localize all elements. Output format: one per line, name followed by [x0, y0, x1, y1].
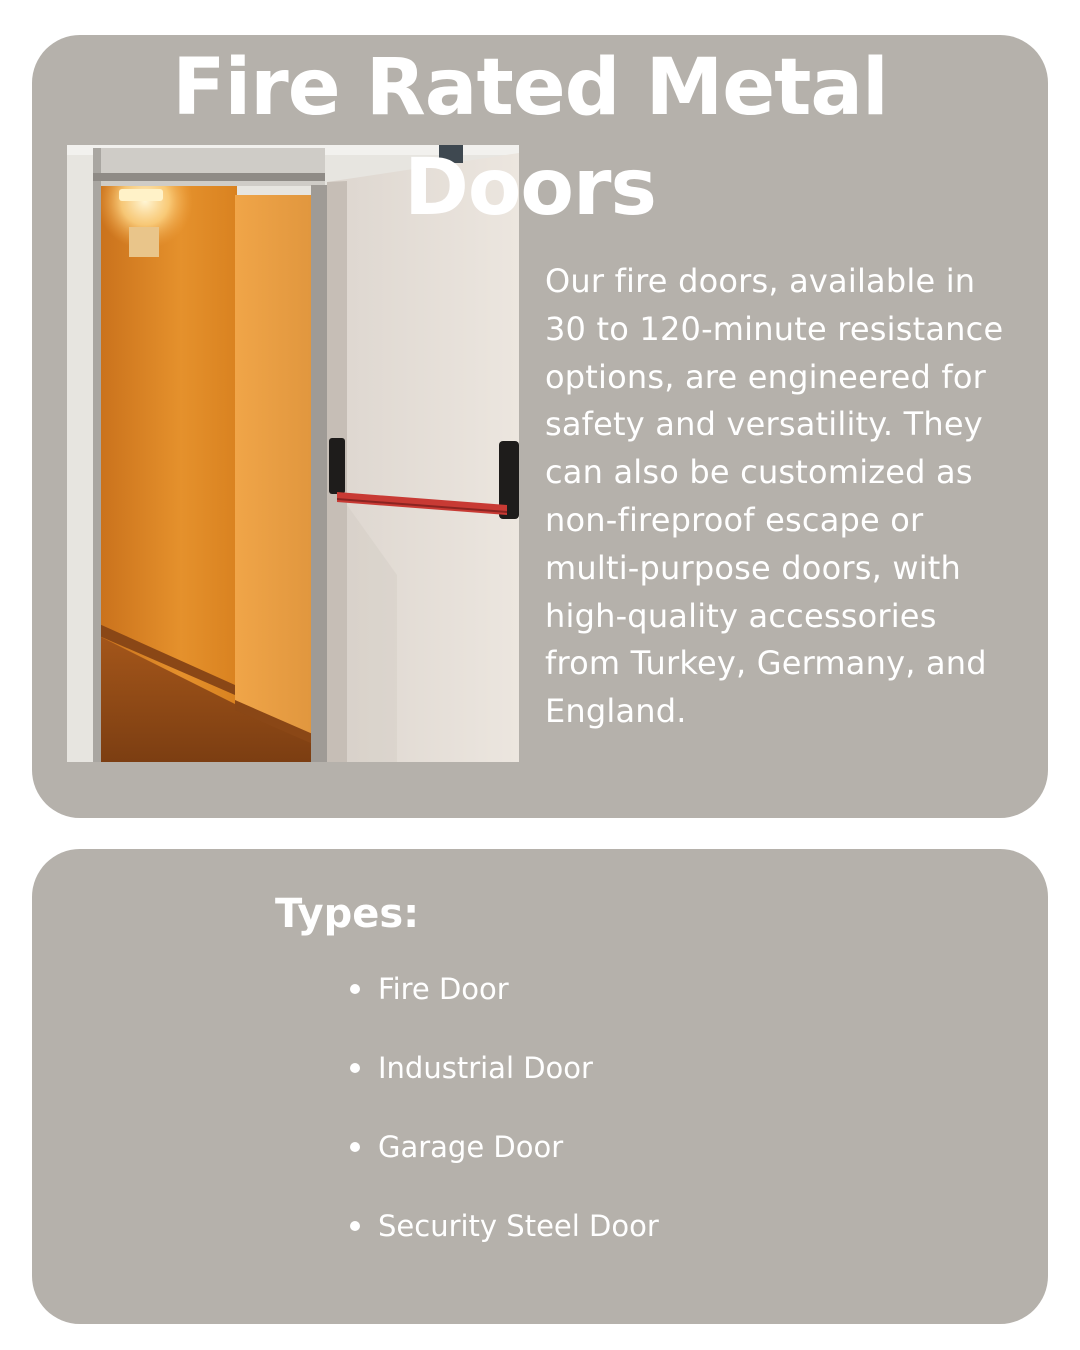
list-item-label: Industrial Door	[378, 1051, 593, 1085]
page-title: Fire Rated Metal Doors	[172, 43, 888, 233]
list-item-label: Garage Door	[378, 1130, 564, 1164]
list-item	[350, 1197, 659, 1276]
bullet-icon	[350, 1142, 360, 1152]
types-heading: Types:	[275, 891, 420, 937]
bullet-icon	[350, 984, 360, 994]
list-item-label: Security Steel Door	[378, 1209, 659, 1243]
bullet-icon	[350, 1221, 360, 1231]
list-item	[350, 960, 659, 1039]
bullet-icon	[350, 1063, 360, 1073]
types-list	[350, 960, 659, 1276]
list-item-label: Fire Door	[378, 972, 509, 1006]
intro-description: Our fire doors, available in 30 to 120-minute resistance options, are engineered for safety and versatility. They can also be customized as non-fireproof escape or multi-purpose doors, with high-quality accessories from Turkey, Germany, and England.	[545, 262, 1004, 731]
list-item	[350, 1118, 659, 1197]
list-item	[350, 1039, 659, 1118]
